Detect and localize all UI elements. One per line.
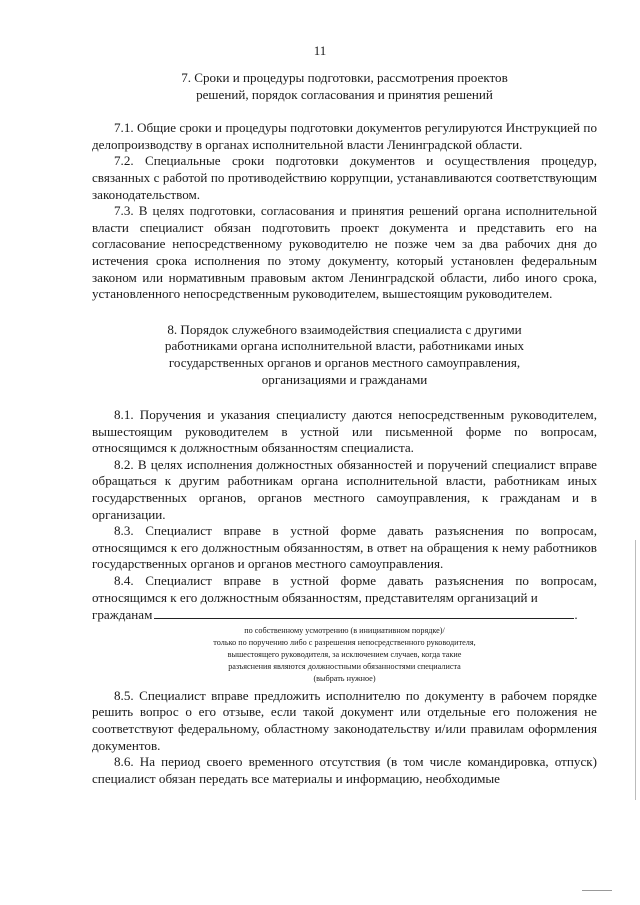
section-7-title-line-2: решений, порядок согласования и принятия решений [196,86,493,102]
paragraph-7-3: 7.3. В целях подготовки, согласования и принятия решений органа исполнительной власти специалист обязан подготовить проект документа и представить его на согласование непосредственному руководителю не позже чем за два рабочих дня до истечения срока исполнения по этому документу, который установлен федеральным законом или нормативным правовым актом Ленинградской области, либо иного срока, установленного непосредственным руководителем, вышестоящим руководителем. [92,203,597,302]
scan-edge-mark [635,540,636,800]
section-7-title-line-1: 7. Сроки и процедуры подготовки, рассмотрения проектов [181,70,508,85]
document-body [92,66,597,787]
fill-in-options-note [92,625,597,685]
page-number: 11 [313,43,327,58]
paragraph-8-1: 8.1. Поручения и указания специалисту даются непосредственным руководителем, вышестоящим руководителем в устной или письменной форме по вопросам, относящимся к должностным обязанностям специалиста. [92,407,597,456]
note-line-4: разъяснения являются должностными обязанностями специалиста [228,661,461,671]
section-8-title-line-3: государственных органов и органов местного самоуправления, [168,354,521,370]
section-8-title-line-4: организациями и гражданами [261,371,428,387]
note-line-3: вышестоящего руководителя, за исключением случаев, когда такие [227,649,462,659]
paragraph-7-1: 7.1. Общие сроки и процедуры подготовки документов регулируются Инструкцией по делопроизводству в органах исполнительной власти Ленинградской области. [92,120,597,152]
paragraph-8-5: 8.5. Специалист вправе предложить исполнителю по документу в рабочем порядке решить вопрос о его отзыве, если такой документ или отдельные его положения не соответствуют федеральному, областному законодательству и/или правилам оформления документов. [92,687,597,753]
paragraph-8-2: 8.2. В целях исполнения должностных обязанностей и поручений специалист вправе обращаться к другим работникам органа исполнительной власти, работникам иных государственных органов, органов местного самоуправления, к гражданам и в организации. [92,456,597,522]
note-line-5: (выбрать нужное) [313,673,376,683]
paragraph-7-2: 7.2. Специальные сроки подготовки документов и осуществления процедур, связанных с работой по противодействию коррупции, устанавливаются соответствующим законодательством. [92,153,597,202]
paragraph-8-4-fill-row [92,606,597,624]
paragraph-8-3: 8.3. Специалист вправе в устной форме давать разъяснения по вопросам, относящимся к его должностным обязанностям, в ответ на обращения к нему работников государственных органов и органов местного самоуправления. [92,523,597,572]
note-line-1: по собственному усмотрению (в инициативном порядке)/ [244,625,445,635]
paragraph-8-6: 8.6. На период своего временного отсутствия (в том числе командировка, отпуск) специалист обязан передать все материалы и информацию, необходимые [92,754,597,786]
paragraph-8-4: 8.4. Специалист вправе в устной форме давать разъяснения по вопросам, относящимся к его должностным обязанностям, представителям организаций и [92,573,597,605]
scan-bottom-mark [582,890,612,891]
note-line-2: только по поручению либо с разрешения непосредственного руководителя, [213,637,476,647]
paragraph-8-4-end: гражданам [92,607,153,623]
section-8-title-line-2: работниками органа исполнительной власти, работниками иных [164,338,525,354]
fill-in-blank-line[interactable] [154,606,574,619]
paragraph-8-4-tail: . [574,607,578,623]
section-8-title-line-1: 8. Порядок служебного взаимодействия специалиста с другими [167,321,522,337]
